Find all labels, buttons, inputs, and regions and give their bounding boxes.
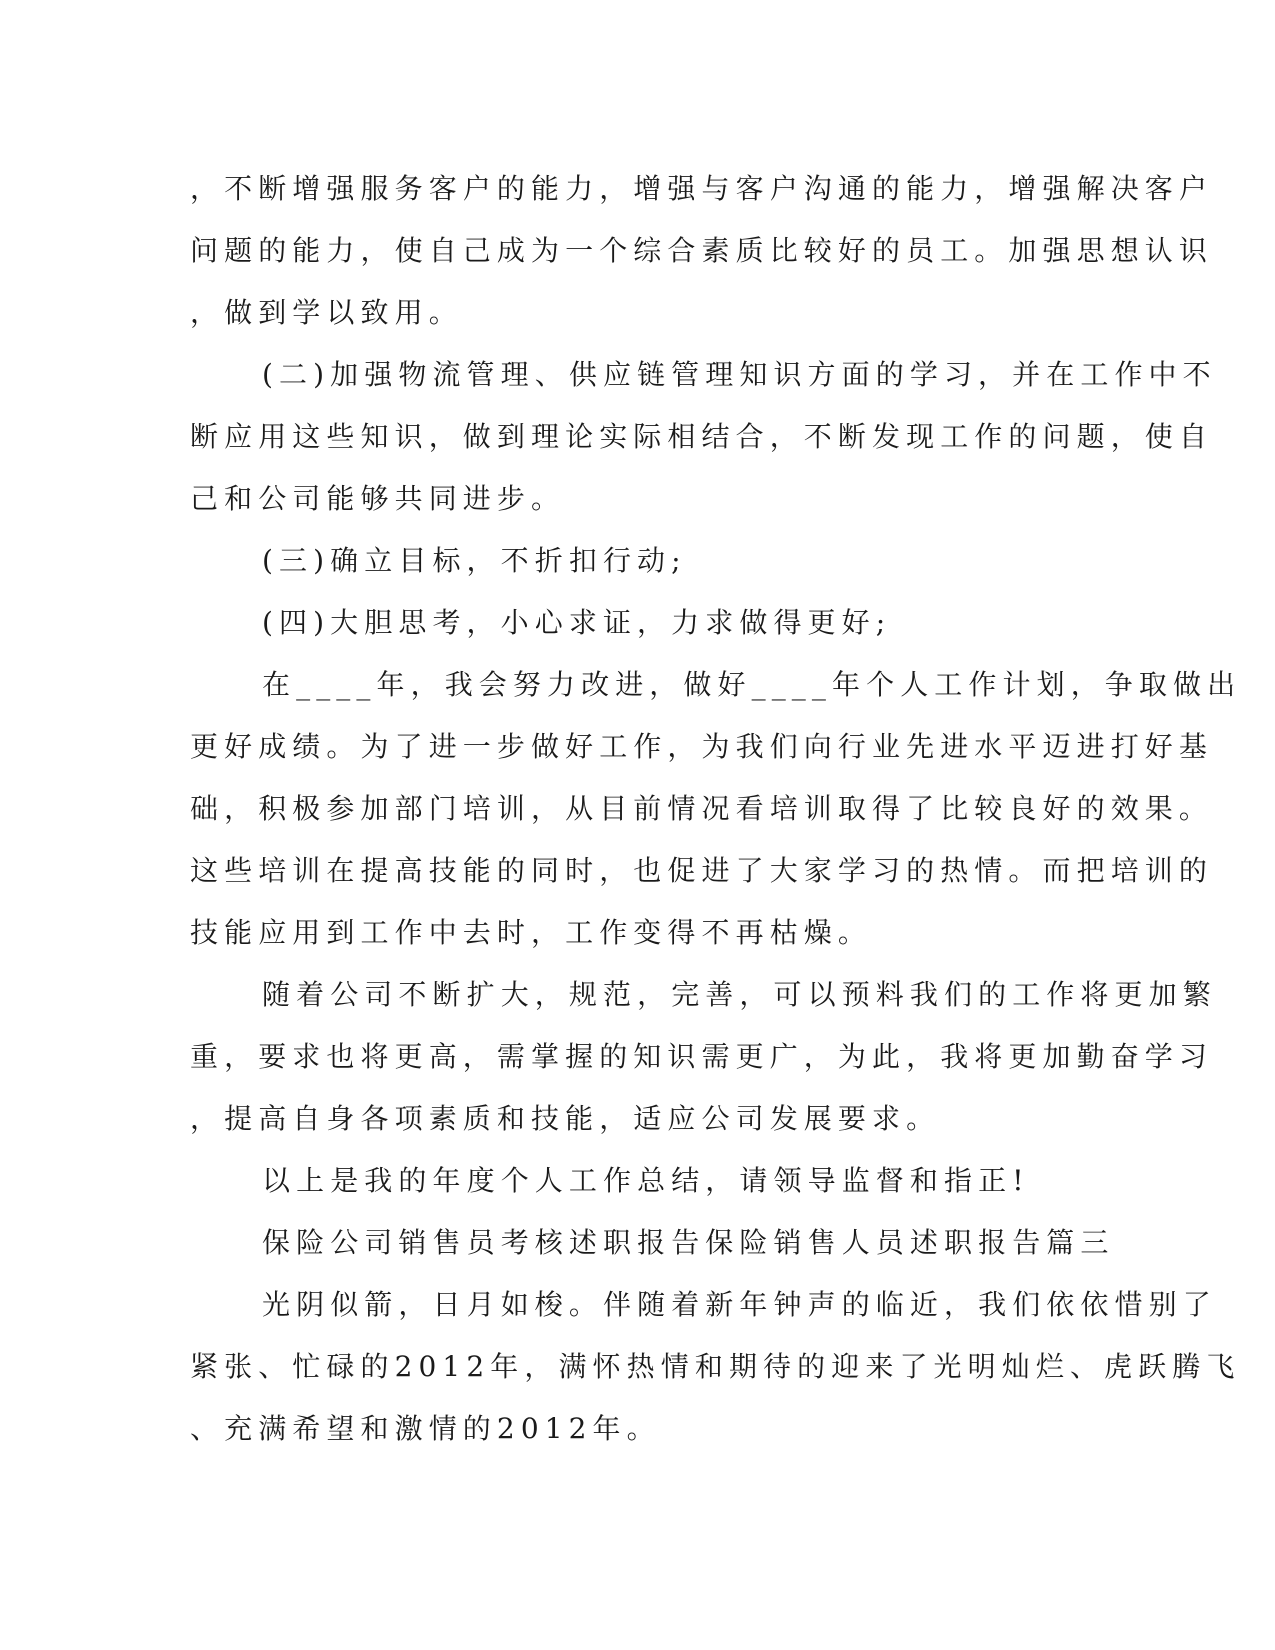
text-line: 断应用这些知识，做到理论实际相结合，不断发现工作的问题，使自 [190,420,1214,453]
text-line: 问题的能力，使自己成为一个综合素质比较好的员工。加强思想认识 [190,234,1214,267]
text-line: ，提高自身各项素质和技能，适应公司发展要求。 [190,1102,941,1135]
text-line: 重，要求也将更高，需掌握的知识需更广，为此，我将更加勤奋学习 [190,1040,1214,1073]
text-line: 以上是我的年度个人工作总结，请领导监督和指正! [262,1164,1030,1197]
text-line: (四)大胆思考，小心求证，力求做得更好; [262,606,892,639]
text-line: 更好成绩。为了进一步做好工作，为我们向行业先进水平迈进打好基 [190,730,1214,763]
text-line: ，做到学以致用。 [190,296,463,329]
text-line: 随着公司不断扩大，规范，完善，可以预料我们的工作将更加繁 [262,978,1217,1011]
text-line: 、充满希望和激情的2012年。 [190,1412,661,1445]
text-line: 紧张、忙碌的2012年，满怀热情和期待的迎来了光明灿烂、虎跃腾飞 [190,1350,1241,1383]
section-heading: 保险公司销售员考核述职报告保险销售人员述职报告篇三 [262,1226,1115,1259]
text-line: 光阴似箭，日月如梭。伴随着新年钟声的临近，我们依依惜别了 [262,1288,1217,1321]
text-line: (三)确立目标，不折扣行动; [262,544,687,577]
text-line: 技能应用到工作中去时，工作变得不再枯燥。 [190,916,873,949]
text-line: 在____年，我会努力改进，做好____年个人工作计划，争取做出 [262,668,1242,701]
document-body [190,158,1242,1460]
text-line: (二)加强物流管理、供应链管理知识方面的学习，并在工作中不 [262,358,1217,391]
text-line: 础，积极参加部门培训，从目前情况看培训取得了比较良好的效果。 [190,792,1214,825]
text-line: 己和公司能够共同进步。 [190,482,566,515]
text-line: 这些培训在提高技能的同时，也促进了大家学习的热情。而把培训的 [190,854,1214,887]
text-line: ，不断增强服务客户的能力，增强与客户沟通的能力，增强解决客户 [190,172,1214,205]
